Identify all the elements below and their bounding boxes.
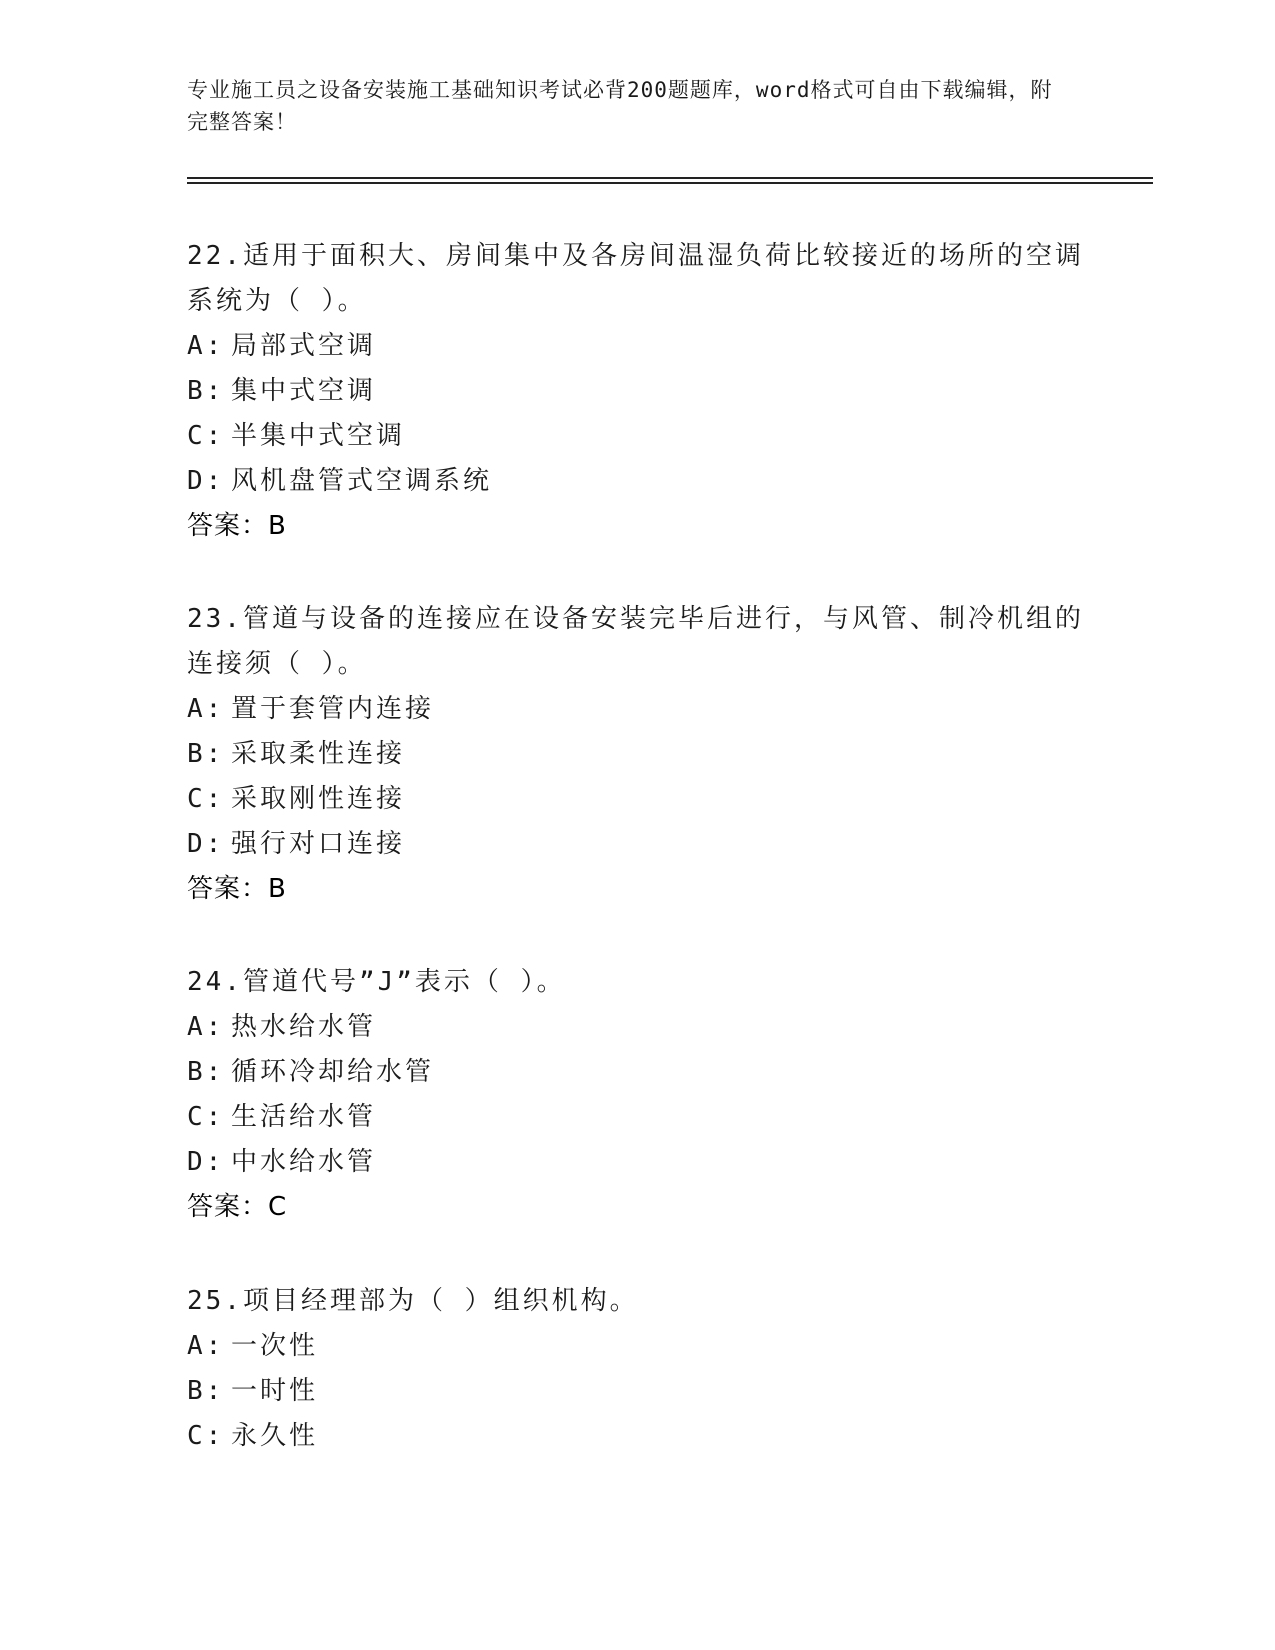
option-text: 风机盘管式空调系统: [231, 466, 493, 496]
option-b: [187, 1369, 1087, 1414]
option-c: [187, 777, 1087, 822]
option-text: 一时性: [231, 1376, 319, 1406]
option-b: [187, 732, 1087, 777]
option-key: A:: [187, 331, 225, 361]
answer-label: 答案：: [187, 1192, 269, 1222]
option-key: D:: [187, 829, 225, 859]
option-a: [187, 1005, 1087, 1050]
answer-label: 答案：: [187, 511, 269, 541]
option-text: 热水给水管: [231, 1012, 377, 1042]
option-key: C:: [187, 784, 225, 814]
question-23: [187, 597, 1087, 912]
option-text: 局部式空调: [231, 331, 377, 361]
option-a: [187, 324, 1087, 369]
option-text: 半集中式空调: [231, 421, 406, 451]
option-d: [187, 1140, 1087, 1185]
answer-line: [187, 867, 1087, 912]
option-c: [187, 414, 1087, 459]
option-key: A:: [187, 1331, 225, 1361]
option-key: B:: [187, 739, 225, 769]
question-24: [187, 960, 1087, 1230]
option-key: B:: [187, 1376, 225, 1406]
option-d: [187, 459, 1087, 504]
option-key: B:: [187, 1057, 225, 1087]
option-key: C:: [187, 1102, 225, 1132]
option-key: C:: [187, 1421, 225, 1451]
document-header: 专业施工员之设备安装施工基础知识考试必背200题题库，word格式可自由下载编辑，附完整答案！: [187, 78, 1053, 134]
option-b: [187, 1050, 1087, 1095]
option-text: 永久性: [231, 1421, 319, 1451]
option-text: 置于套管内连接: [231, 694, 435, 724]
answer-value: B: [268, 874, 287, 904]
option-text: 一次性: [231, 1331, 319, 1361]
option-text: 采取柔性连接: [231, 739, 406, 769]
option-a: [187, 1324, 1087, 1369]
option-d: [187, 822, 1087, 867]
option-text: 生活给水管: [231, 1102, 377, 1132]
answer-value: B: [268, 511, 287, 541]
option-text: 集中式空调: [231, 376, 377, 406]
option-key: C:: [187, 421, 225, 451]
answer-line: [187, 1185, 1087, 1230]
option-c: [187, 1414, 1087, 1459]
option-key: D:: [187, 466, 225, 496]
option-key: B:: [187, 376, 225, 406]
option-text: 中水给水管: [231, 1147, 377, 1177]
option-text: 采取刚性连接: [231, 784, 406, 814]
option-key: A:: [187, 1012, 225, 1042]
answer-line: [187, 504, 1087, 549]
question-25: [187, 1279, 1087, 1459]
question-stem: 25.项目经理部为（ ）组织机构。: [187, 1286, 639, 1316]
answer-value: C: [268, 1192, 288, 1222]
option-c: [187, 1095, 1087, 1140]
option-b: [187, 369, 1087, 414]
option-key: A:: [187, 694, 225, 724]
answer-label: 答案：: [187, 874, 269, 904]
question-stem: 22.适用于面积大、房间集中及各房间温湿负荷比较接近的场所的空调系统为（ ）。: [187, 241, 1084, 316]
option-text: 循环冷却给水管: [231, 1057, 435, 1087]
question-stem: 24.管道代号”J”表示（ ）。: [187, 967, 566, 997]
option-key: D:: [187, 1147, 225, 1177]
option-text: 强行对口连接: [231, 829, 406, 859]
header-rule-bottom: [187, 182, 1153, 184]
question-22: [187, 234, 1087, 549]
header-rule-top: [187, 177, 1153, 179]
question-stem: 23.管道与设备的连接应在设备安装完毕后进行，与风管、制冷机组的连接须（ ）。: [187, 604, 1084, 679]
option-a: [187, 687, 1087, 732]
